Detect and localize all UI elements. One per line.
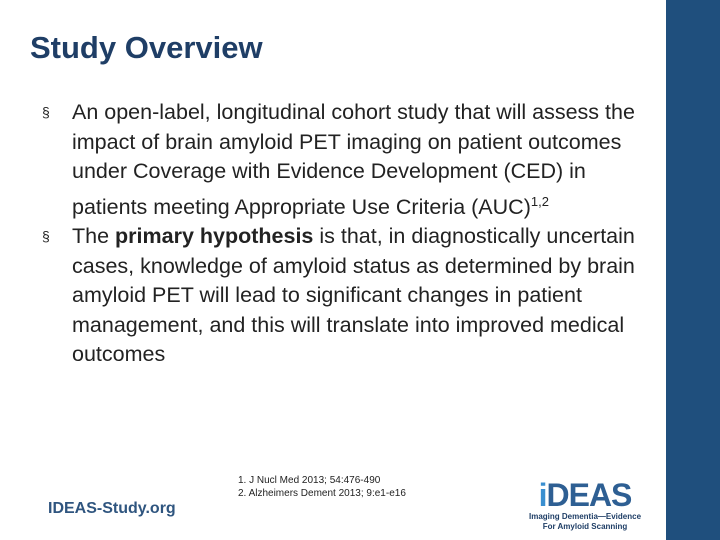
ideas-logo: [510, 478, 660, 532]
reference-item: 1. J Nucl Med 2013; 54:476-490: [238, 475, 381, 486]
slide-title: Study Overview: [30, 30, 263, 65]
bullet-list: [42, 98, 662, 370]
logo-i: i: [538, 477, 547, 513]
bullet-marker: §: [42, 228, 50, 245]
bullet-marker: §: [42, 104, 50, 120]
logo-tagline-2: For Amyloid Scanning: [542, 522, 628, 531]
logo-tagline-1: Imaging Dementia—Evidence: [528, 512, 642, 521]
bullet-item: [42, 222, 662, 370]
logo-letters: DEAS: [546, 477, 632, 513]
bullet-text: [72, 222, 662, 370]
study-website-link[interactable]: IDEAS-Study.org: [48, 500, 176, 517]
logo-wordmark: [510, 478, 660, 512]
reference-item: 2. Alzheimers Dement 2013; 9:e1-e16: [238, 488, 406, 499]
bullet-text: [72, 98, 662, 222]
bullet-text-after: is that, in diagnostically uncertain cases, knowledge of amyloid status as determined by brain amyloid PET will lead to significant changes in patient management, and this will translate into improved medical outcomes: [72, 224, 635, 367]
citation-superscript: 1,2: [530, 193, 549, 209]
sidebar-accent-bar: [666, 0, 720, 540]
references: [238, 474, 406, 500]
bullet-text-bold: primary hypothesis: [115, 224, 314, 249]
bullet-text-main: An open-label, longitudinal cohort study that will assess the impact of brain amyloid PET imaging on patient outcomes under Coverage with Evidence Development (CED) in patients meeting Appropriate Use Criteria (AUC): [72, 100, 635, 219]
bullet-item: [42, 98, 662, 222]
bullet-text-before: The: [72, 224, 116, 249]
